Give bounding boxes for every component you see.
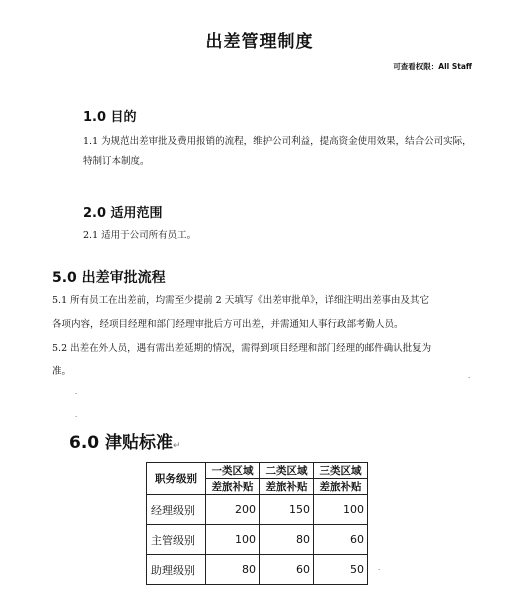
scope-paragraph: 2.1 适用于公司所有员工。 [83, 230, 197, 241]
table-sub-header: 差旅补贴 [314, 479, 368, 495]
table-row [147, 555, 368, 585]
allowance-cell: 80 [206, 555, 260, 585]
table-sub-header: 差旅补贴 [260, 479, 314, 495]
allowance-cell: 80 [260, 525, 314, 555]
paragraph-mark: . [378, 564, 381, 572]
table-sub-header: 差旅补贴 [206, 479, 260, 495]
row-level-label: 经理级别 [147, 495, 206, 525]
document-title: 出差管理制度 [205, 32, 314, 52]
purpose-paragraph-line1: 1.1 为规范出差审批及费用报销的流程，维护公司利益，提高资金使用效果，结合公司实际， [83, 136, 472, 147]
allowance-cell: 150 [260, 495, 314, 525]
allowance-table [146, 462, 368, 585]
approval-paragraph-1-line1: 5.1 所有员工在出差前，均需至少提前 2 天填写《出差审批单》，详细注明出差事由及其它 [52, 295, 429, 306]
allowance-cell: 50 [314, 555, 368, 585]
allowance-cell: 60 [314, 525, 368, 555]
allowance-heading-text: 6.0 津贴标准 [69, 433, 174, 453]
table-row [147, 525, 368, 555]
paragraph-mark: . [75, 411, 78, 419]
section-heading-purpose: 1.0 目的 [83, 110, 137, 125]
allowance-cell: 60 [260, 555, 314, 585]
audience-note: 可查看权限：All Staff [393, 62, 472, 71]
approval-paragraph-2-line2: 准。 [52, 366, 72, 377]
approval-paragraph-1-line2: 各项内容，经项目经理和部门经理审批后方可出差，并需通知人事行政部考勤人员。 [52, 319, 404, 330]
section-heading-scope: 2.0 适用范围 [83, 206, 163, 221]
section-heading-approval: 5.0 出差审批流程 [52, 270, 166, 286]
return-mark-icon: ↵ [173, 441, 181, 451]
allowance-cell: 100 [206, 525, 260, 555]
table-corner-header: 职务级别 [147, 463, 206, 495]
paragraph-mark: . [75, 388, 78, 396]
table-zone-header: 一类区域 [206, 463, 260, 479]
table-zone-header: 二类区域 [260, 463, 314, 479]
table-row [147, 495, 368, 525]
row-level-label: 主管级别 [147, 525, 206, 555]
row-level-label: 助理级别 [147, 555, 206, 585]
paragraph-mark: . [468, 372, 471, 380]
table-header-row [147, 463, 368, 479]
allowance-cell: 200 [206, 495, 260, 525]
allowance-cell: 100 [314, 495, 368, 525]
approval-paragraph-2-line1: 5.2 出差在外人员，遇有需出差延期的情况，需得到项目经理和部门经理的邮件确认批复为 [52, 343, 432, 354]
purpose-paragraph-line2: 特制订本制度。 [83, 156, 150, 167]
section-heading-allowance [69, 428, 181, 453]
table-zone-header: 三类区域 [314, 463, 368, 479]
